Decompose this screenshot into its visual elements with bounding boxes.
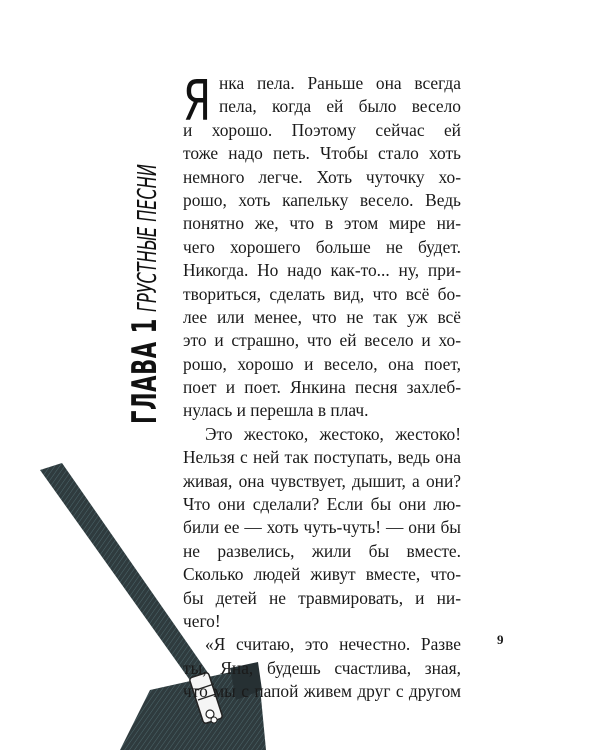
chapter-number: ГЛАВА 1	[125, 317, 165, 424]
text-line: Это жестоко, жестоко, жестоко!	[205, 423, 461, 444]
text-line: это и страшно, что ей весело и хо-	[183, 330, 461, 351]
text-line: поет и поет. Янкина песня захлеб-	[183, 377, 461, 398]
text-line: Никогда. Но надо как-то... ну, при-	[183, 260, 461, 281]
text-line: живая, она чувствует, дышит, а они?	[183, 470, 461, 491]
chapter-title: ГРУСТНЫЕ ПЕСНИ	[133, 163, 163, 312]
text-line: Нельзя с ней так поступать, ведь она	[183, 447, 461, 468]
text-line: бы детей не травмировать, и ни-	[183, 587, 461, 608]
text-line: и хорошо. Поэтому сейчас ей	[183, 119, 461, 140]
text-line: били ее — хоть чуть-чуть! — они бы	[183, 517, 461, 538]
text-line: Сколько людей живут вместе, что-	[183, 564, 461, 585]
text-line: рошо, хоть капельку весело. Ведь	[183, 189, 461, 210]
body-text	[183, 69, 461, 704]
text-line: Что они сделали? Если бы они лю-	[183, 494, 461, 515]
text-line: немного легче. Хоть чуточку хо-	[183, 166, 461, 187]
drop-cap: Я	[183, 69, 212, 134]
text-line: «Я считаю, это нечестно. Разве	[205, 634, 461, 655]
page-number: 9	[497, 632, 504, 647]
chapter-heading	[120, 73, 170, 424]
text-line: понятно же, что в этом мире ни-	[183, 213, 461, 234]
text-line: твориться, сделать вид, что всё бо-	[183, 283, 461, 304]
text-line: нка пела. Раньше она всегда	[219, 73, 461, 93]
text-line: чего хорошего больше не будет.	[183, 236, 461, 257]
text-line: пела, когда ей было весело	[219, 96, 461, 117]
text-line: что мы с папой живем друг с другом	[183, 681, 461, 702]
text-line: чего!	[183, 610, 221, 631]
text-line: лее или менее, что не так уж всё	[183, 306, 461, 327]
text-line: нулась и перешла в плач.	[183, 400, 369, 421]
text-line: ты, Яна, будешь счастлива, зная,	[183, 657, 461, 678]
text-line: рошо, хорошо и весело, она поет,	[183, 353, 461, 374]
text-line: не развелись, жили бы вместе.	[183, 540, 461, 561]
text-line: тоже надо петь. Чтобы стало хоть	[183, 143, 461, 164]
